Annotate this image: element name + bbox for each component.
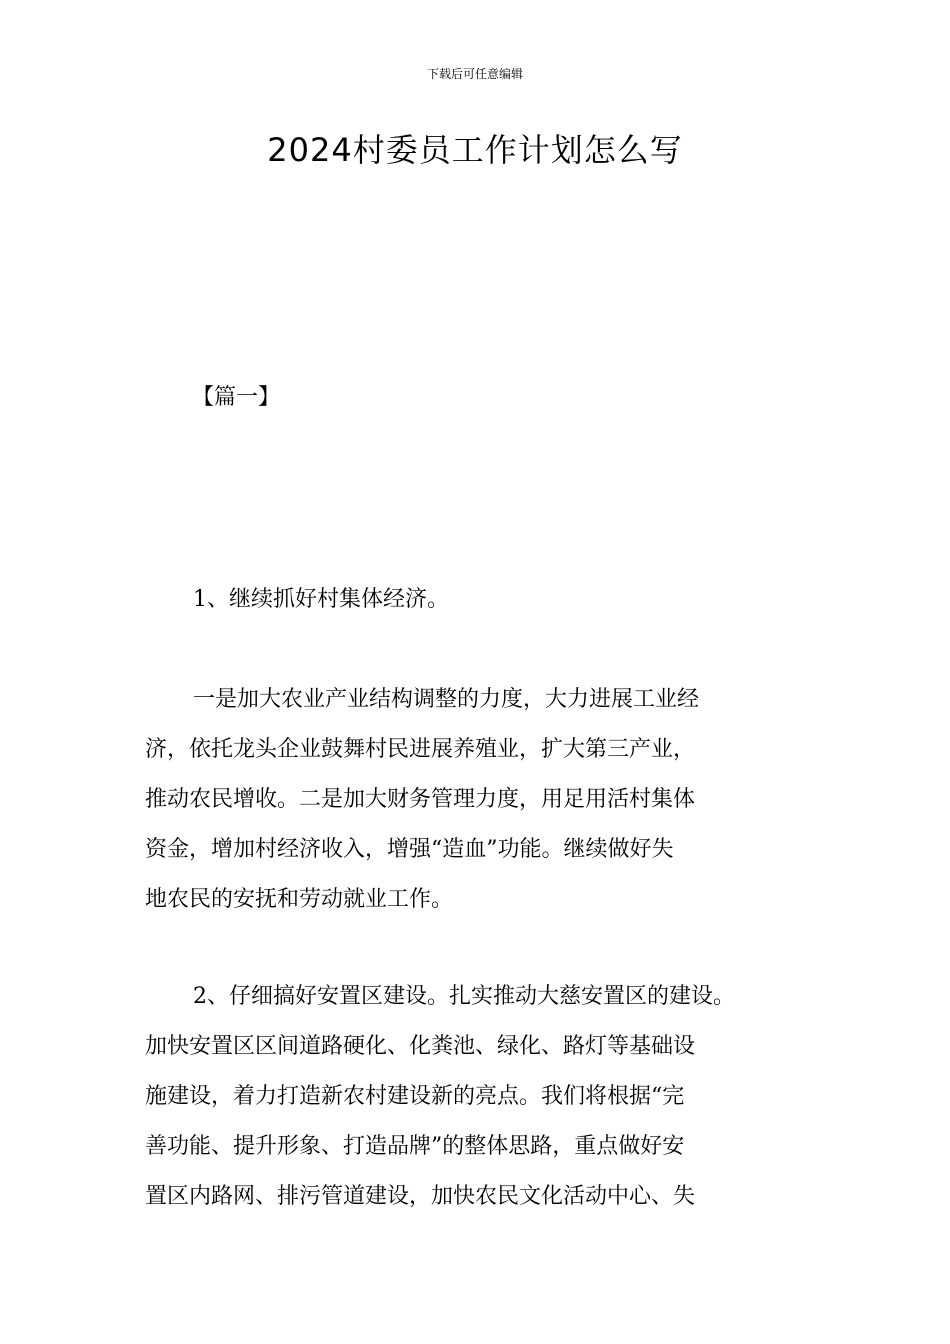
header-note: 下载后可任意编辑 bbox=[426, 67, 523, 81]
paragraph-2: 一是加大农业产业结构调整的力度，大力进展工业经 济，依托龙头企业鼓舞村民进展养殖业，扩大第三产业， 推动农民增收。二是加大财务管理力度，用足用活村集体 资金，增加村经济收入，增强“造血”功能。继续做好失 地农民的安抚和劳动就业工作。 bbox=[145, 687, 700, 912]
paragraph-1: 1、继续抓好村集体经济。 bbox=[193, 587, 449, 612]
paragraph-3: 2、仔细搞好安置区建设。扎实推动大慈安置区的建设。 加快安置区区间道路硬化、化粪池、绿化、路灯等基础设 施建设，着力打造新农村建设新的亮点。我们将根据“完 善功能、提升形象、打造品牌”的整体思路，重点做好安 置区内路网、排污管道建设，加快农民文化活动中心、失 bbox=[145, 984, 735, 1209]
document-title: 2024村委员工作计划怎么写 bbox=[267, 131, 683, 169]
section-label: 【篇一】 bbox=[192, 385, 281, 410]
